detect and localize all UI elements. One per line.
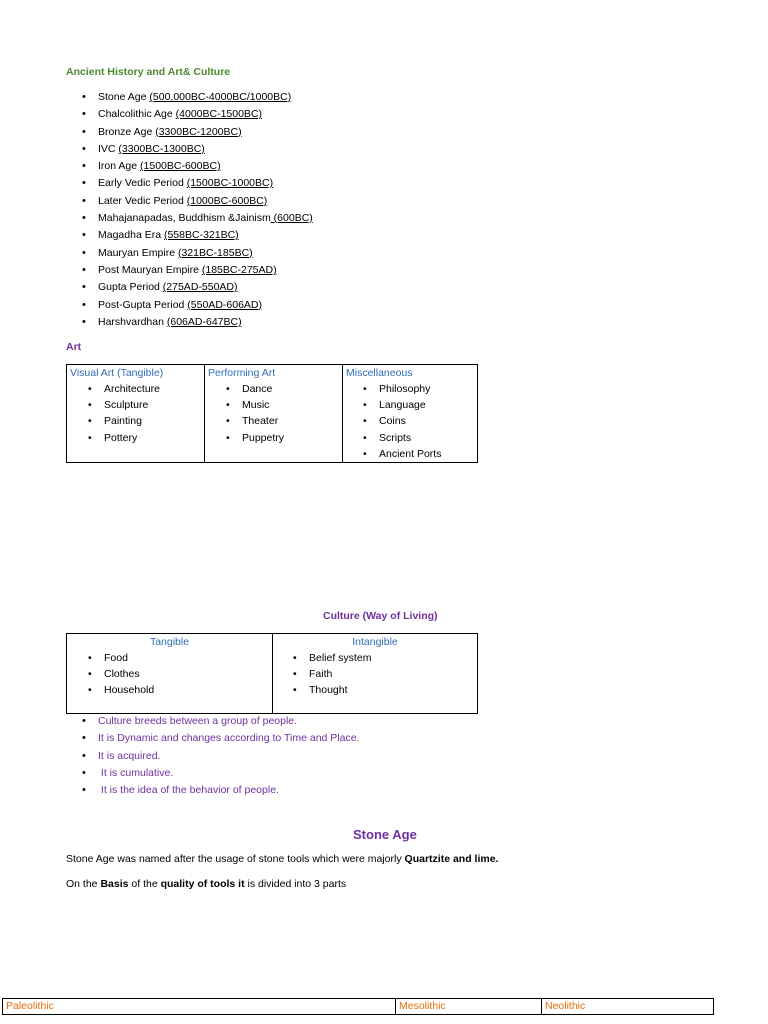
art-col-performing-title: Performing Art — [208, 367, 276, 379]
part-neolithic-label: Neolithic — [545, 1000, 586, 1012]
art-item: • Language — [379, 397, 477, 413]
period-name: Bronze Age — [98, 125, 156, 138]
art-col-misc — [343, 365, 478, 463]
art-item: • Music — [242, 397, 342, 413]
period-name: Magadha Era — [98, 229, 164, 242]
part-mesolithic — [396, 999, 542, 1015]
culture-point: • It is cumulative. — [98, 765, 359, 782]
text-fragment: On the — [66, 878, 101, 890]
stone-age-heading: Stone Age — [353, 827, 417, 842]
art-col-visual — [67, 365, 205, 463]
period-item — [98, 106, 313, 123]
period-name: Post Mauryan Empire — [98, 263, 202, 276]
period-item — [98, 124, 313, 141]
period-name: Mahajanapadas, Buddhism &Jainism — [98, 212, 271, 225]
period-name: IVC — [98, 142, 119, 155]
art-item: • Scripts — [379, 430, 477, 446]
culture-point: • It is acquired. — [98, 748, 359, 765]
period-list — [98, 89, 313, 331]
period-range: (185BC-275AD) — [201, 263, 277, 276]
period-item — [98, 279, 313, 296]
culture-item: • Food — [104, 650, 272, 666]
culture-point: • Culture breeds between a group of people. — [98, 713, 359, 730]
part-paleolithic-label: Paleolithic — [6, 1000, 54, 1012]
culture-point: • It is the idea of the behavior of people. — [98, 782, 359, 799]
period-item — [98, 210, 313, 227]
art-item: • Theater — [242, 413, 342, 429]
period-range: (3300BC-1300BC) — [118, 142, 205, 155]
art-col-misc-title: Miscellaneous — [346, 367, 413, 379]
text-fragment: is divided into 3 parts — [244, 878, 347, 890]
culture-item: • Thought — [309, 682, 477, 698]
period-item — [98, 175, 313, 192]
stone-age-text: Stone Age was named after the usage of stone tools which were majorly — [66, 853, 405, 865]
period-item — [98, 158, 313, 175]
period-name: Post-Gupta Period — [98, 298, 188, 311]
art-visual-list — [104, 381, 204, 446]
period-range: (275AD-550AD) — [162, 281, 238, 294]
culture-heading: Culture (Way of Living) — [323, 610, 438, 622]
culture-table — [66, 633, 478, 714]
period-item — [98, 262, 313, 279]
stone-age-materials: Quartzite and lime. — [404, 853, 499, 865]
period-item — [98, 245, 313, 262]
period-range: (500,000BC-4000BC/1000BC) — [149, 91, 292, 103]
culture-item: • Clothes — [104, 666, 272, 682]
art-performing-list — [242, 381, 342, 446]
culture-item: • Belief system — [309, 650, 477, 666]
culture-col-intangible-title: Intangible — [352, 636, 398, 648]
period-name: Stone Age — [98, 91, 150, 103]
text-fragment: of the — [128, 878, 161, 890]
culture-points-list — [98, 713, 359, 799]
culture-tangible-list — [104, 650, 272, 699]
art-item: • Pottery — [104, 430, 204, 446]
culture-intangible-list — [309, 650, 477, 699]
period-name: Chalcolithic Age — [98, 108, 176, 121]
part-paleolithic — [3, 999, 396, 1015]
period-name: Early Vedic Period — [98, 177, 187, 190]
culture-item: • Household — [104, 682, 272, 698]
period-range: (4000BC-1500BC) — [175, 108, 263, 121]
period-range: (550AD-606AD) — [187, 298, 262, 311]
art-item: • Puppetry — [242, 430, 342, 446]
culture-item: • Faith — [309, 666, 477, 682]
period-name: Gupta Period — [98, 281, 163, 294]
period-item — [98, 141, 313, 158]
art-heading: Art — [66, 341, 82, 353]
culture-col-tangible-title: Tangible — [149, 636, 190, 648]
art-item: • Dance — [242, 381, 342, 397]
period-range: (558BC-321BC) — [163, 229, 239, 242]
art-misc-list — [379, 381, 477, 462]
period-range: (1000BC-600BC) — [186, 194, 268, 207]
period-range: (3300BC-1200BC) — [155, 125, 242, 138]
bold-quality: quality of tools it — [160, 878, 245, 890]
period-item — [98, 193, 313, 210]
art-table — [66, 364, 478, 463]
period-name: Mauryan Empire — [98, 246, 178, 259]
period-name: Harshvardhan — [98, 315, 167, 328]
document-title: Ancient History and Art& Culture — [66, 66, 231, 78]
period-name: Iron Age — [98, 160, 141, 173]
period-range: (1500BC-600BC) — [140, 160, 221, 173]
art-col-performing — [205, 365, 343, 463]
culture-point: • It is Dynamic and changes according to Time and Place. — [98, 730, 359, 747]
stone-age-paragraph-2 — [66, 878, 346, 890]
period-range: (321BC-185BC) — [177, 246, 253, 259]
art-item: • Coins — [379, 413, 477, 429]
period-range: (600BC) — [270, 212, 313, 225]
bold-basis: Basis — [100, 878, 129, 890]
culture-col-intangible — [273, 634, 478, 714]
period-range: (606AD-647BC) — [166, 315, 242, 328]
culture-col-tangible — [67, 634, 273, 714]
art-item: • Philosophy — [379, 381, 477, 397]
period-name: Later Vedic Period — [98, 194, 187, 207]
period-item — [98, 89, 313, 106]
art-item: • Architecture — [104, 381, 204, 397]
period-item — [98, 227, 313, 244]
period-item — [98, 297, 313, 314]
part-neolithic — [542, 999, 714, 1015]
art-col-visual-title: Visual Art (Tangible) — [70, 367, 164, 379]
art-item: • Sculpture — [104, 397, 204, 413]
part-mesolithic-label: Mesolithic — [399, 1000, 446, 1012]
period-range: (1500BC-1000BC) — [186, 177, 274, 190]
art-item: • Painting — [104, 413, 204, 429]
stone-age-parts-table — [2, 998, 714, 1015]
art-item: • Ancient Ports — [379, 446, 477, 462]
stone-age-paragraph-1 — [66, 853, 498, 865]
period-item — [98, 314, 313, 331]
